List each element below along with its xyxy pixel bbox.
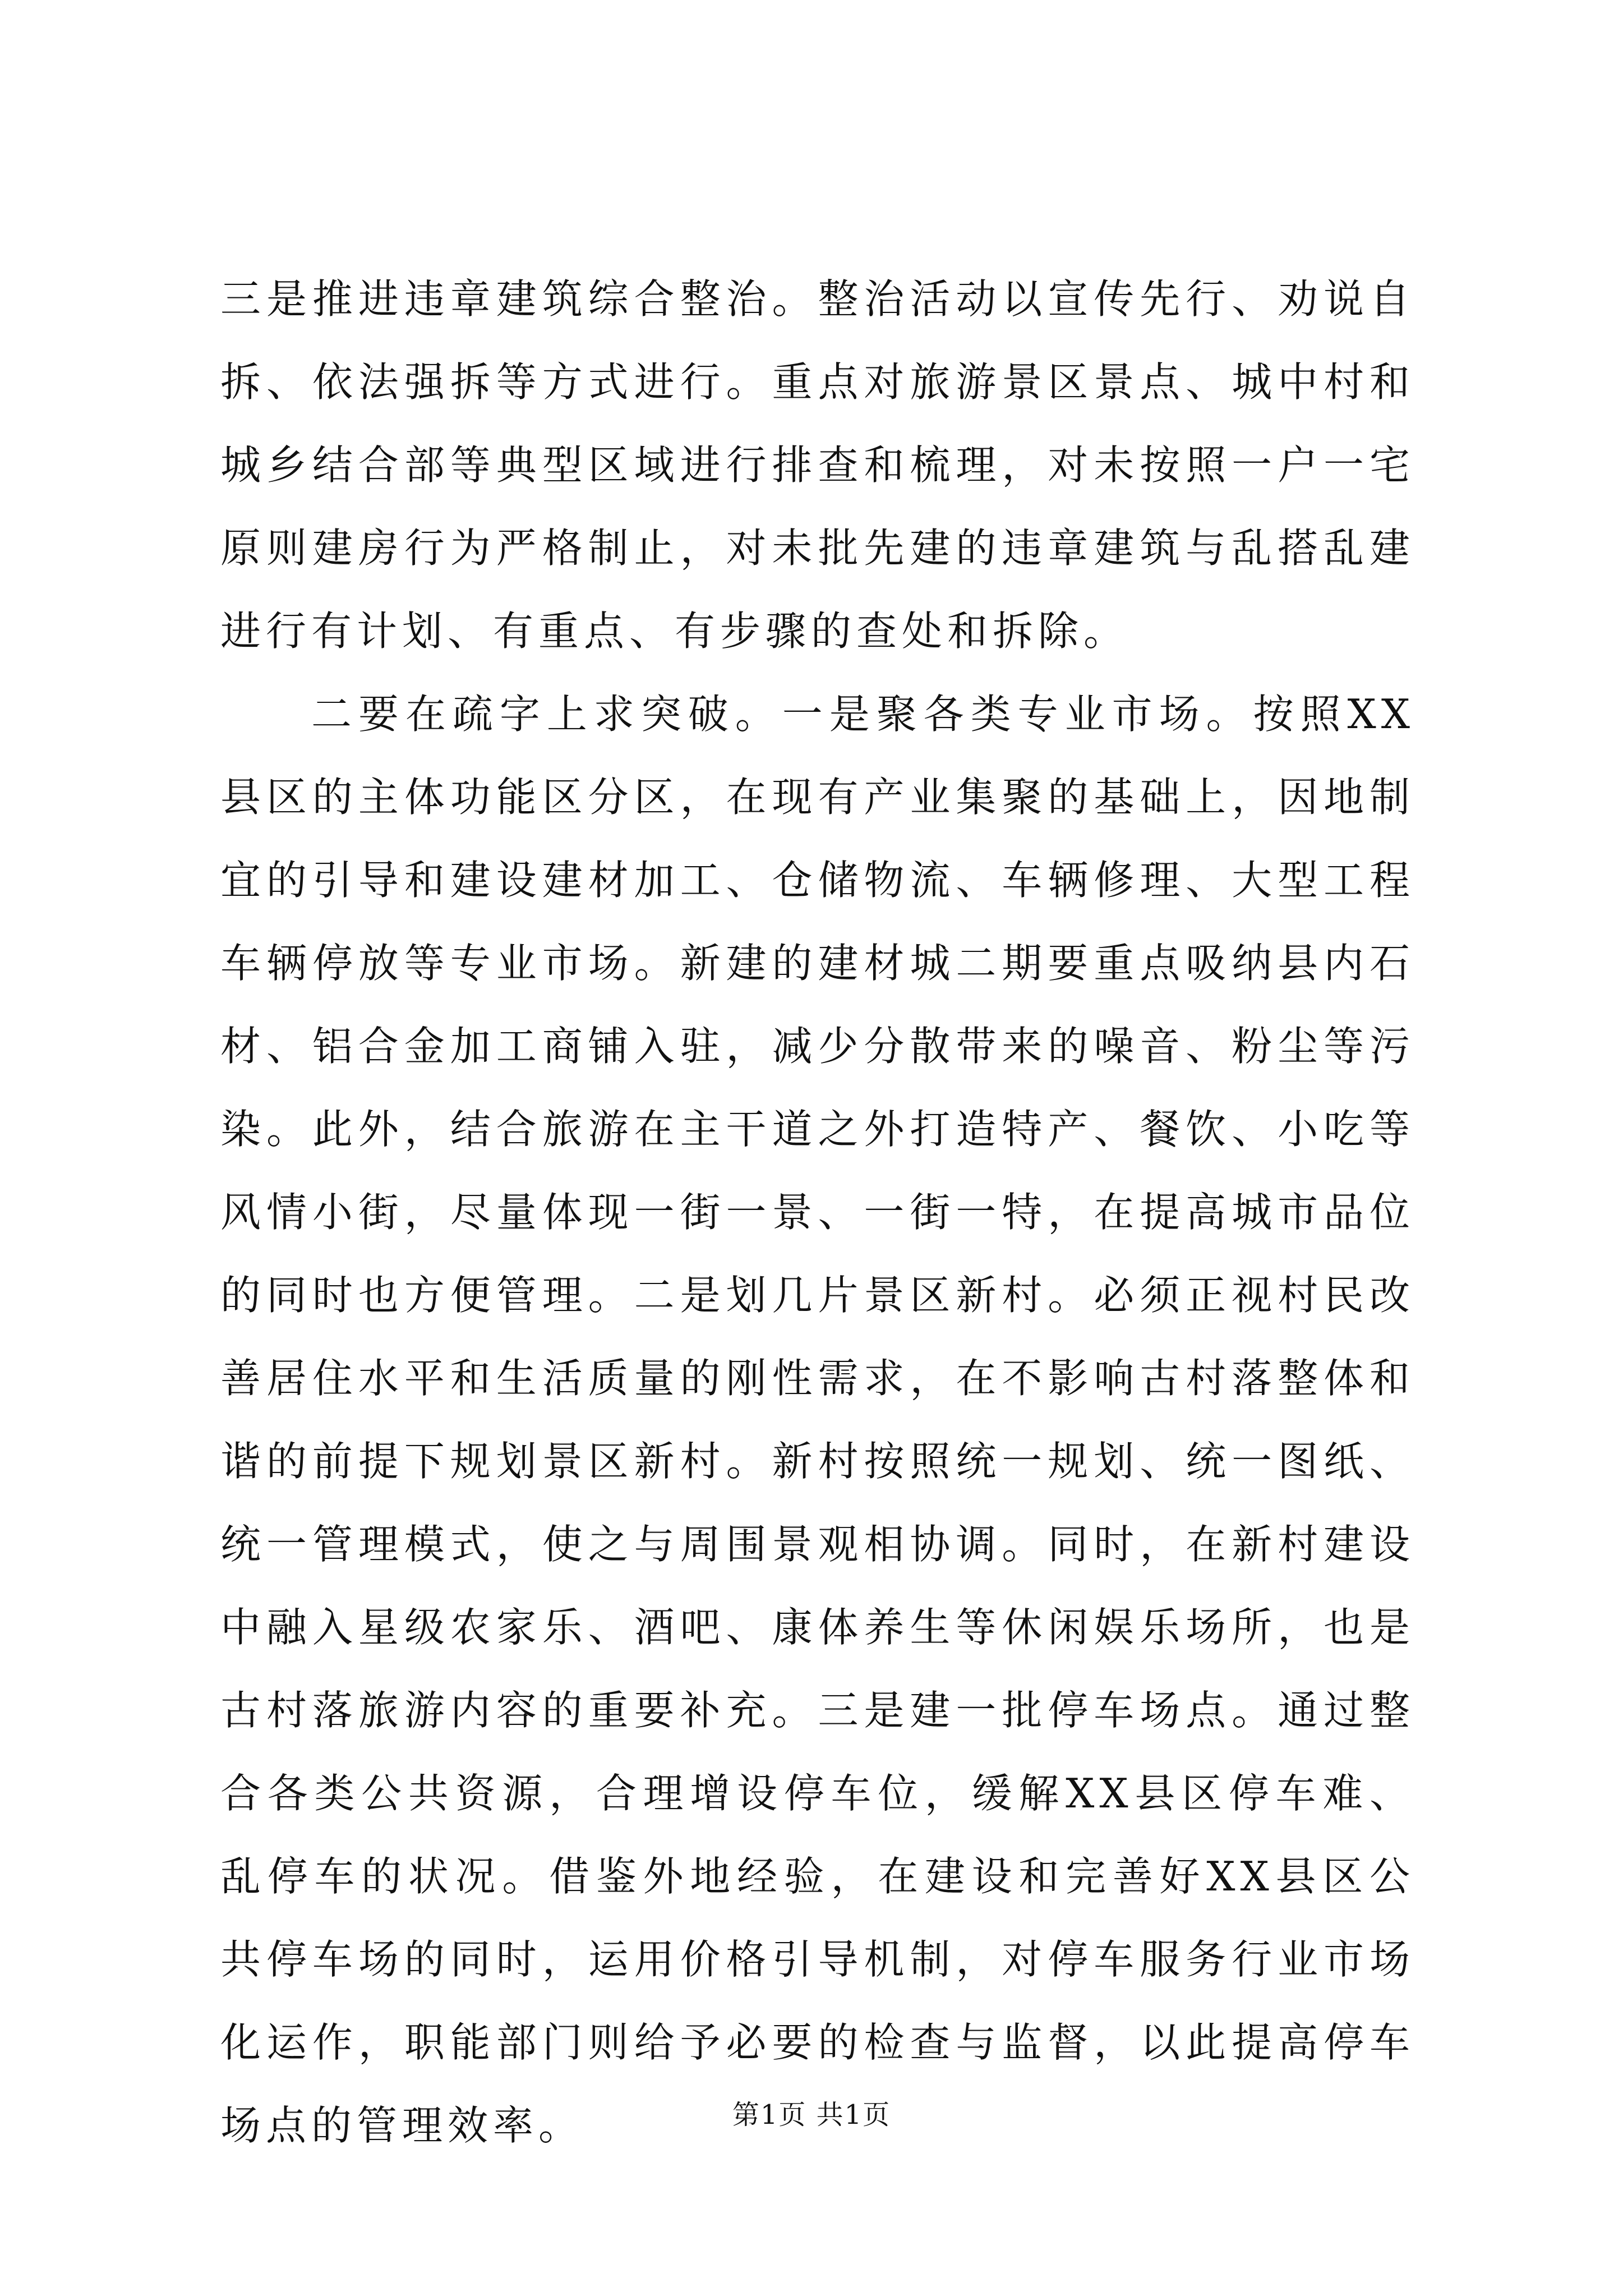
paragraph-demolition: 三是推进违章建筑综合整治。整治活动以宣传先行、劝说自拆、依法强拆等方式进行。重点对旅游景区景点、城中村和城乡结合部等典型区域进行排查和梳理，对未按照一户一宅原则建房行为严格制止，对未批先建的违章建筑与乱搭乱建进行有计划、有重点、有步骤的查处和拆除。 <box>220 275 1415 655</box>
document-body <box>220 257 1415 2167</box>
page-footer: 第1页 共1页 <box>732 2099 891 2131</box>
paragraph-breakthrough: 二要在疏字上求突破。一是聚各类专业市场。按照XX县区的主体功能区分区，在现有产业集聚的基础上，因地制宜的引导和建设建材加工、仓储物流、车辆修理、大型工程车辆停放等专业市场。新建的建材城二期要重点吸纳县内石材、铝合金加工商铺入驻，减少分散带来的噪音、粉尘等污染。此外，结合旅游在主干道之外打造特产、餐饮、小吃等风情小街，尽量体现一街一景、一街一特，在提高城市品位的同时也方便管理。二是划几片景区新村。必须正视村民改善居住水平和生活质量的刚性需求，在不影响古村落整体和谐的前提下规划景区新村。新村按照统一规划、统一图纸、统一管理模式，使之与周围景观相协调。同时，在新村建设中融入星级农家乐、酒吧、康体养生等休闲娱乐场所，也是古村落旅游内容的重要补充。三是建一批停车场点。通过整合各类公共资源，合理增设停车位，缓解XX县区停车难、乱停车的状况。借鉴外地经验，在建设和完善好XX县区公共停车场的同时，运用价格引导机制，对停车服务行业市场化运作，职能部门则给予必要的检查与监督，以此提高停车场点的管理效率。 <box>220 691 1415 2149</box>
